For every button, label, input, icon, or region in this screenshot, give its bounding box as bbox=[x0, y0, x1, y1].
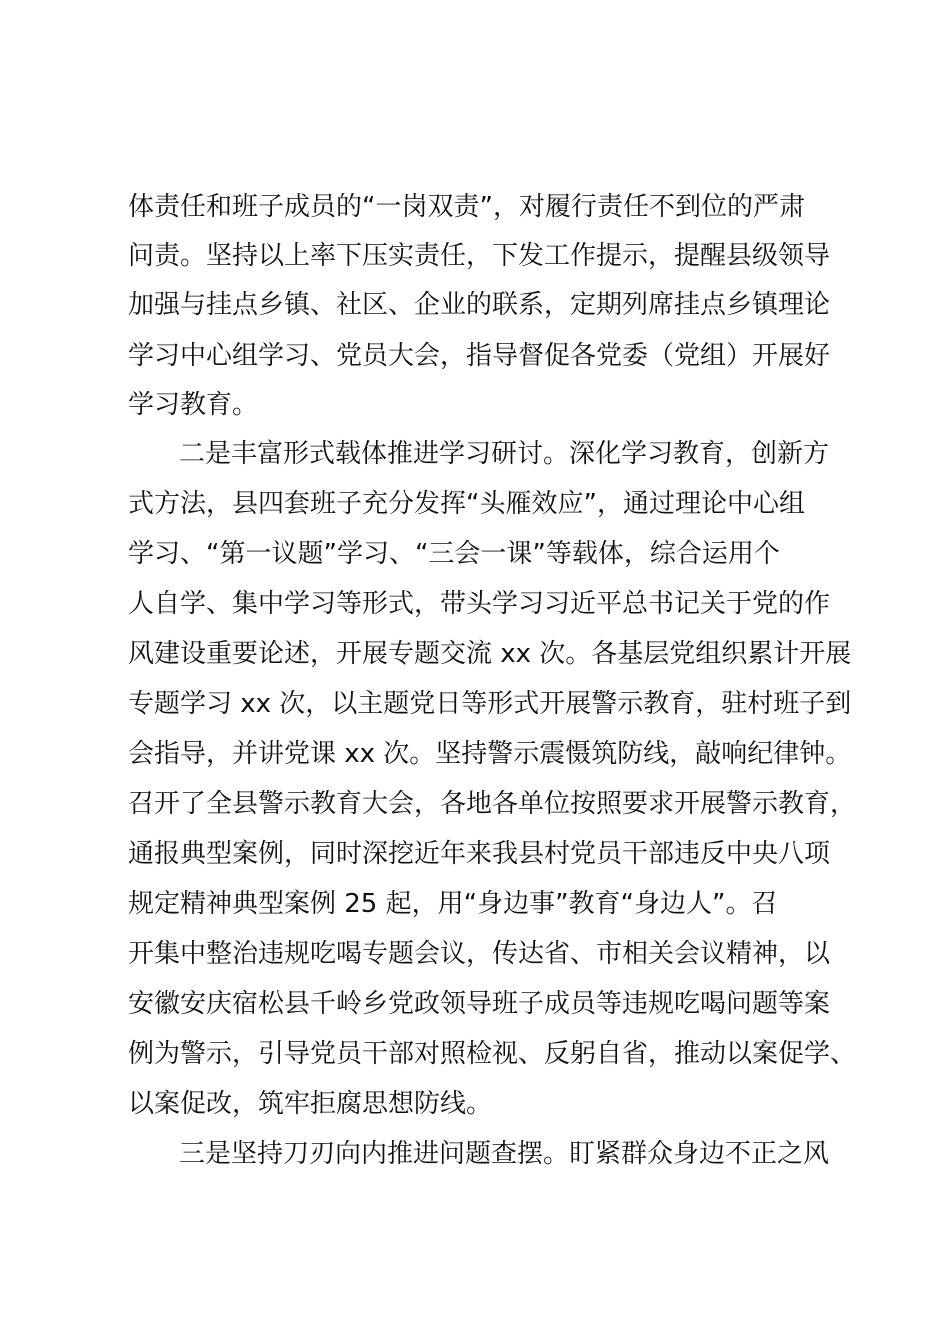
text-line: 以案促改，筑牢拒腐思想防线。 bbox=[128, 1089, 493, 1119]
text-line: 学习、“第一议题”学习、“三会一课”等载体，综合运用个 bbox=[128, 539, 780, 569]
text-line: 学习教育。 bbox=[128, 390, 259, 420]
text-line: 加强与挂点乡镇、社区、企业的联系，定期列席挂点乡镇理论 bbox=[128, 290, 831, 320]
text-line: 例为警示，引导党员干部对照检视、反躬自省，推动以案促学、 bbox=[128, 1039, 857, 1069]
text-line: 体责任和班子成员的“一岗双责”，对履行责任不到位的严肃 bbox=[128, 192, 805, 222]
text-line: 风建设重要论述，开展专题交流 xx 次。各基层党组织累计开展 bbox=[128, 639, 852, 669]
paragraph-start-line: 二是丰富形式载体推进学习研讨。深化学习教育，创新方 bbox=[179, 439, 830, 469]
text-line: 学习中心组学习、党员大会，指导督促各党委（党组）开展好 bbox=[128, 341, 831, 371]
text-line: 安徽安庆宿松县千岭乡党政领导班子成员等违规吃喝问题等案 bbox=[128, 989, 831, 1019]
text-line: 通报典型案例，同时深挖近年来我县村党员干部违反中央八项 bbox=[128, 839, 831, 869]
paragraph-start-line: 三是坚持刀刃向内推进问题查摆。盯紧群众身边不正之风 bbox=[179, 1139, 830, 1169]
text-line: 问责。坚持以上率下压实责任，下发工作提示，提醒县级领导 bbox=[128, 241, 831, 271]
text-line: 专题学习 xx 次，以主题党日等形式开展警示教育，驻村班子到 bbox=[128, 689, 852, 719]
text-line: 开集中整治违规吃喝专题会议，传达省、市相关会议精神，以 bbox=[128, 939, 831, 969]
text-line: 式方法，县四套班子充分发挥“头雁效应”，通过理论中心组 bbox=[128, 489, 805, 519]
text-line: 规定精神典型案例 25 起，用“身边事”教育“身边人”。召 bbox=[128, 889, 778, 919]
text-line: 召开了全县警示教育大会，各地各单位按照要求开展警示教育， bbox=[128, 789, 857, 819]
text-line: 人自学、集中学习等形式，带头学习习近平总书记关于党的作 bbox=[128, 589, 831, 619]
text-line: 会指导，并讲党课 xx 次。坚持警示震慑筑防线，敲响纪律钟。 bbox=[128, 739, 852, 769]
